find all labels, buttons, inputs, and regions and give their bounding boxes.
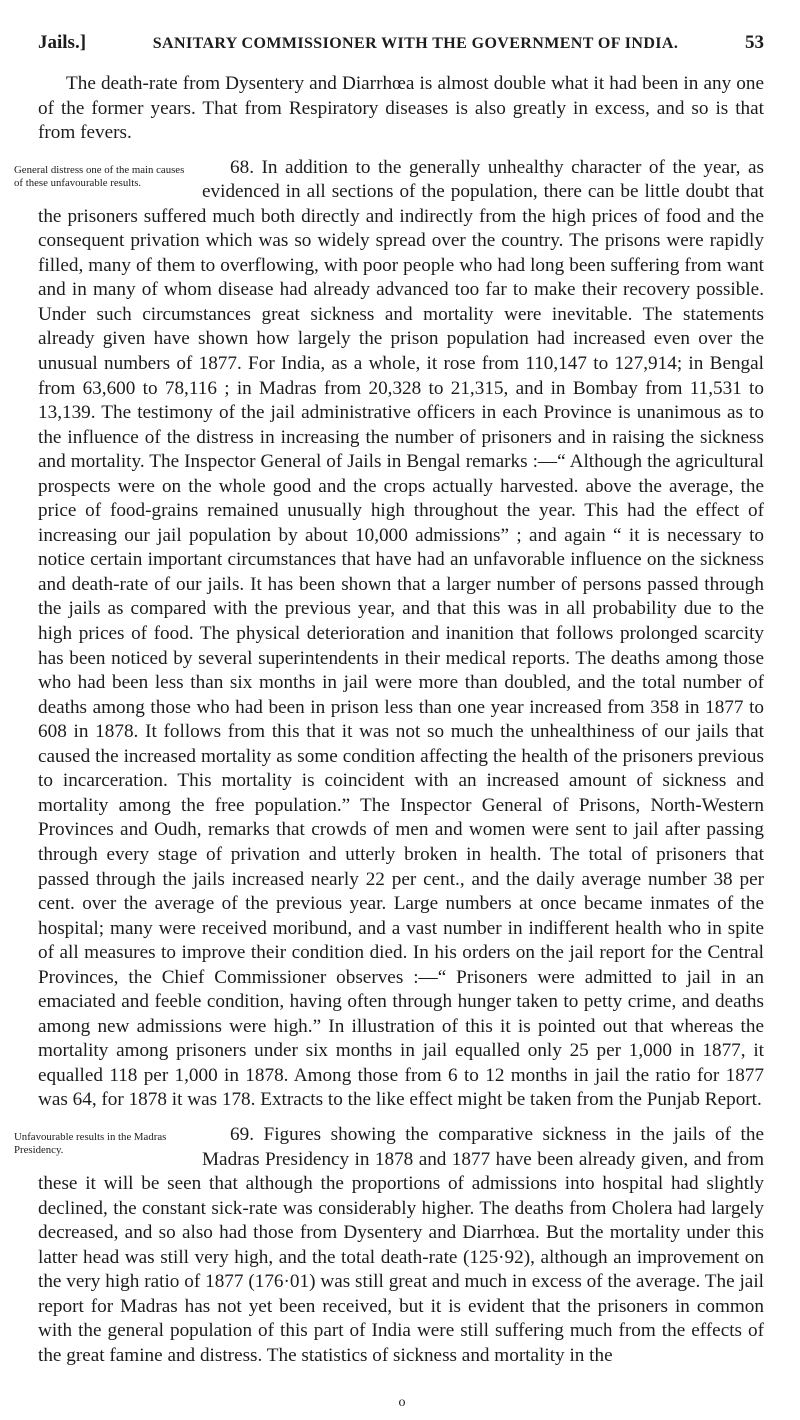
signature-mark: o — [398, 1395, 406, 1410]
paragraph-69 — [14, 1123, 764, 1368]
running-header — [38, 32, 764, 58]
paragraph-68 — [14, 156, 764, 1113]
sidenote-general-distress: General distress one of the main causes of these unfavourable results. — [14, 163, 185, 189]
page-number: 53 — [744, 32, 764, 53]
running-title: SANITARY COMMISSIONER WITH THE GOVERNMENT OF INDIA. — [152, 35, 679, 52]
paragraph-68-text: 68. In addition to the generally unhealthy character of the year, as evidenced in all sections of the population, there can be little doubt that the prisoners suffered much both directly and indirectly from the high prices of food and the consequent privation which was so widely spread over the country. The prisons were rapidly filled, many of them to overflowing, with poor people who had long been suffering from want and in many of whom disease had already advanced too far to make their recovery possible. Under such circumstances great sickness and mortality were inevitable. The statements already given have shown how largely the prison population had increased even over the unusual numbers of 1877. For India, as a whole, it rose from 110,147 to 127,914; in Bengal from 63,600 to 78,116 ; in Madras from 20,328 to 21,315, and in Bombay from 11,531 to 13,139. The testimony of the jail administrative officers in each Province is unanimous as to the influence of the distress in increasing the number of prisoners and in raising the sickness and mortality. The Inspector General of Jails in Bengal remarks :—“ Although the agricultural prospects were on the whole good and the crops actually harvested. above the average, the price of food-grains remained unusually high throughout the year. This had the effect of increasing our jail population by about 10,000 admissions” ; and again “ it is necessary to notice certain important circumstances that have had an unfavorable influence on the sickness and death-rate of our jails. It has been shown that a larger number of persons passed through the jails as compared with the previous year, and that this was in all probability due to the high prices of food. The physical deterioration and inanition that follows prolonged scarcity has been noticed by several superintendents in their medical reports. The deaths among those who had been less than six months in jail were more than doubled, and the total number of deaths among those who had been in prison less than one year increased from 358 in 1877 to 608 in 1878. It follows from this that it was not so much the unhealthiness of our jails that caused the increased mortality as some condition affecting the health of the prisoners previous to incarceration. This mortality is coincident with an increased amount of sickness and mortality among the free population.” The Inspector General of Prisons, North-Western Provinces and Oudh, remarks that crowds of men and women were sent to jail after passing through every stage of privation and utterly broken in health. The total of prisoners that passed through the jails increased nearly 22 per cent., and the daily average number 38 per cent. over the average of the previous year. Large numbers at once became inmates of the hospital; many were received moribund, and a vast number in indifferent health who in spite of all measures to improve their condition died. In his orders on the jail report for the Central Provinces, the Chief Commissioner observes :—“ Prisoners were admitted to jail in an emaciated and feeble condition, having often through hunger taken to petty crime, and deaths among new admissions were high.” In illustration of this it is pointed out that whereas the mortality among prisoners under six months in jail equalled only 25 per 1,000 in 1877, it equalled 118 per 1,000 in 1878. Among those from 6 to 12 months in jail the ratio for 1877 was 64, for 1878 it was 178. Extracts to the like effect might be taken from the Punjab Report. — [38, 156, 764, 1111]
paragraph-1: The death-rate from Dysentery and Diarrhœa is almost double what it had been in any one of the former years. That from Respiratory diseases is also greatly in excess, and so is that from fevers. — [38, 73, 764, 144]
sidenote-madras: Unfavourable results in the Madras Presidency. — [14, 1130, 167, 1156]
paragraph-69-text: 69. Figures showing the comparative sickness in the jails of the Madras Presidency in 1878 and 1877 have been already given, and from these it will be seen that although the proportions of admissions into hospital had slightly declined, the constant sick-rate was considerably higher. The deaths from Cholera had largely decreased, and so also had those from Dysentery and Diarrhœa. But the mortality under this latter head was still very high, and the total death-rate (125·92), although an improvement on the very high ratio of 1877 (176·01) was still great and much in excess of the average. The jail report for Madras has not yet been received, but it is evident that the prisoners in common with the general population of this part of India were still suffering much from the effects of the great famine and distress. The statistics of sickness and mortality in the — [38, 1123, 764, 1366]
section-label: Jails.] — [38, 32, 87, 53]
body-text — [14, 72, 764, 1368]
